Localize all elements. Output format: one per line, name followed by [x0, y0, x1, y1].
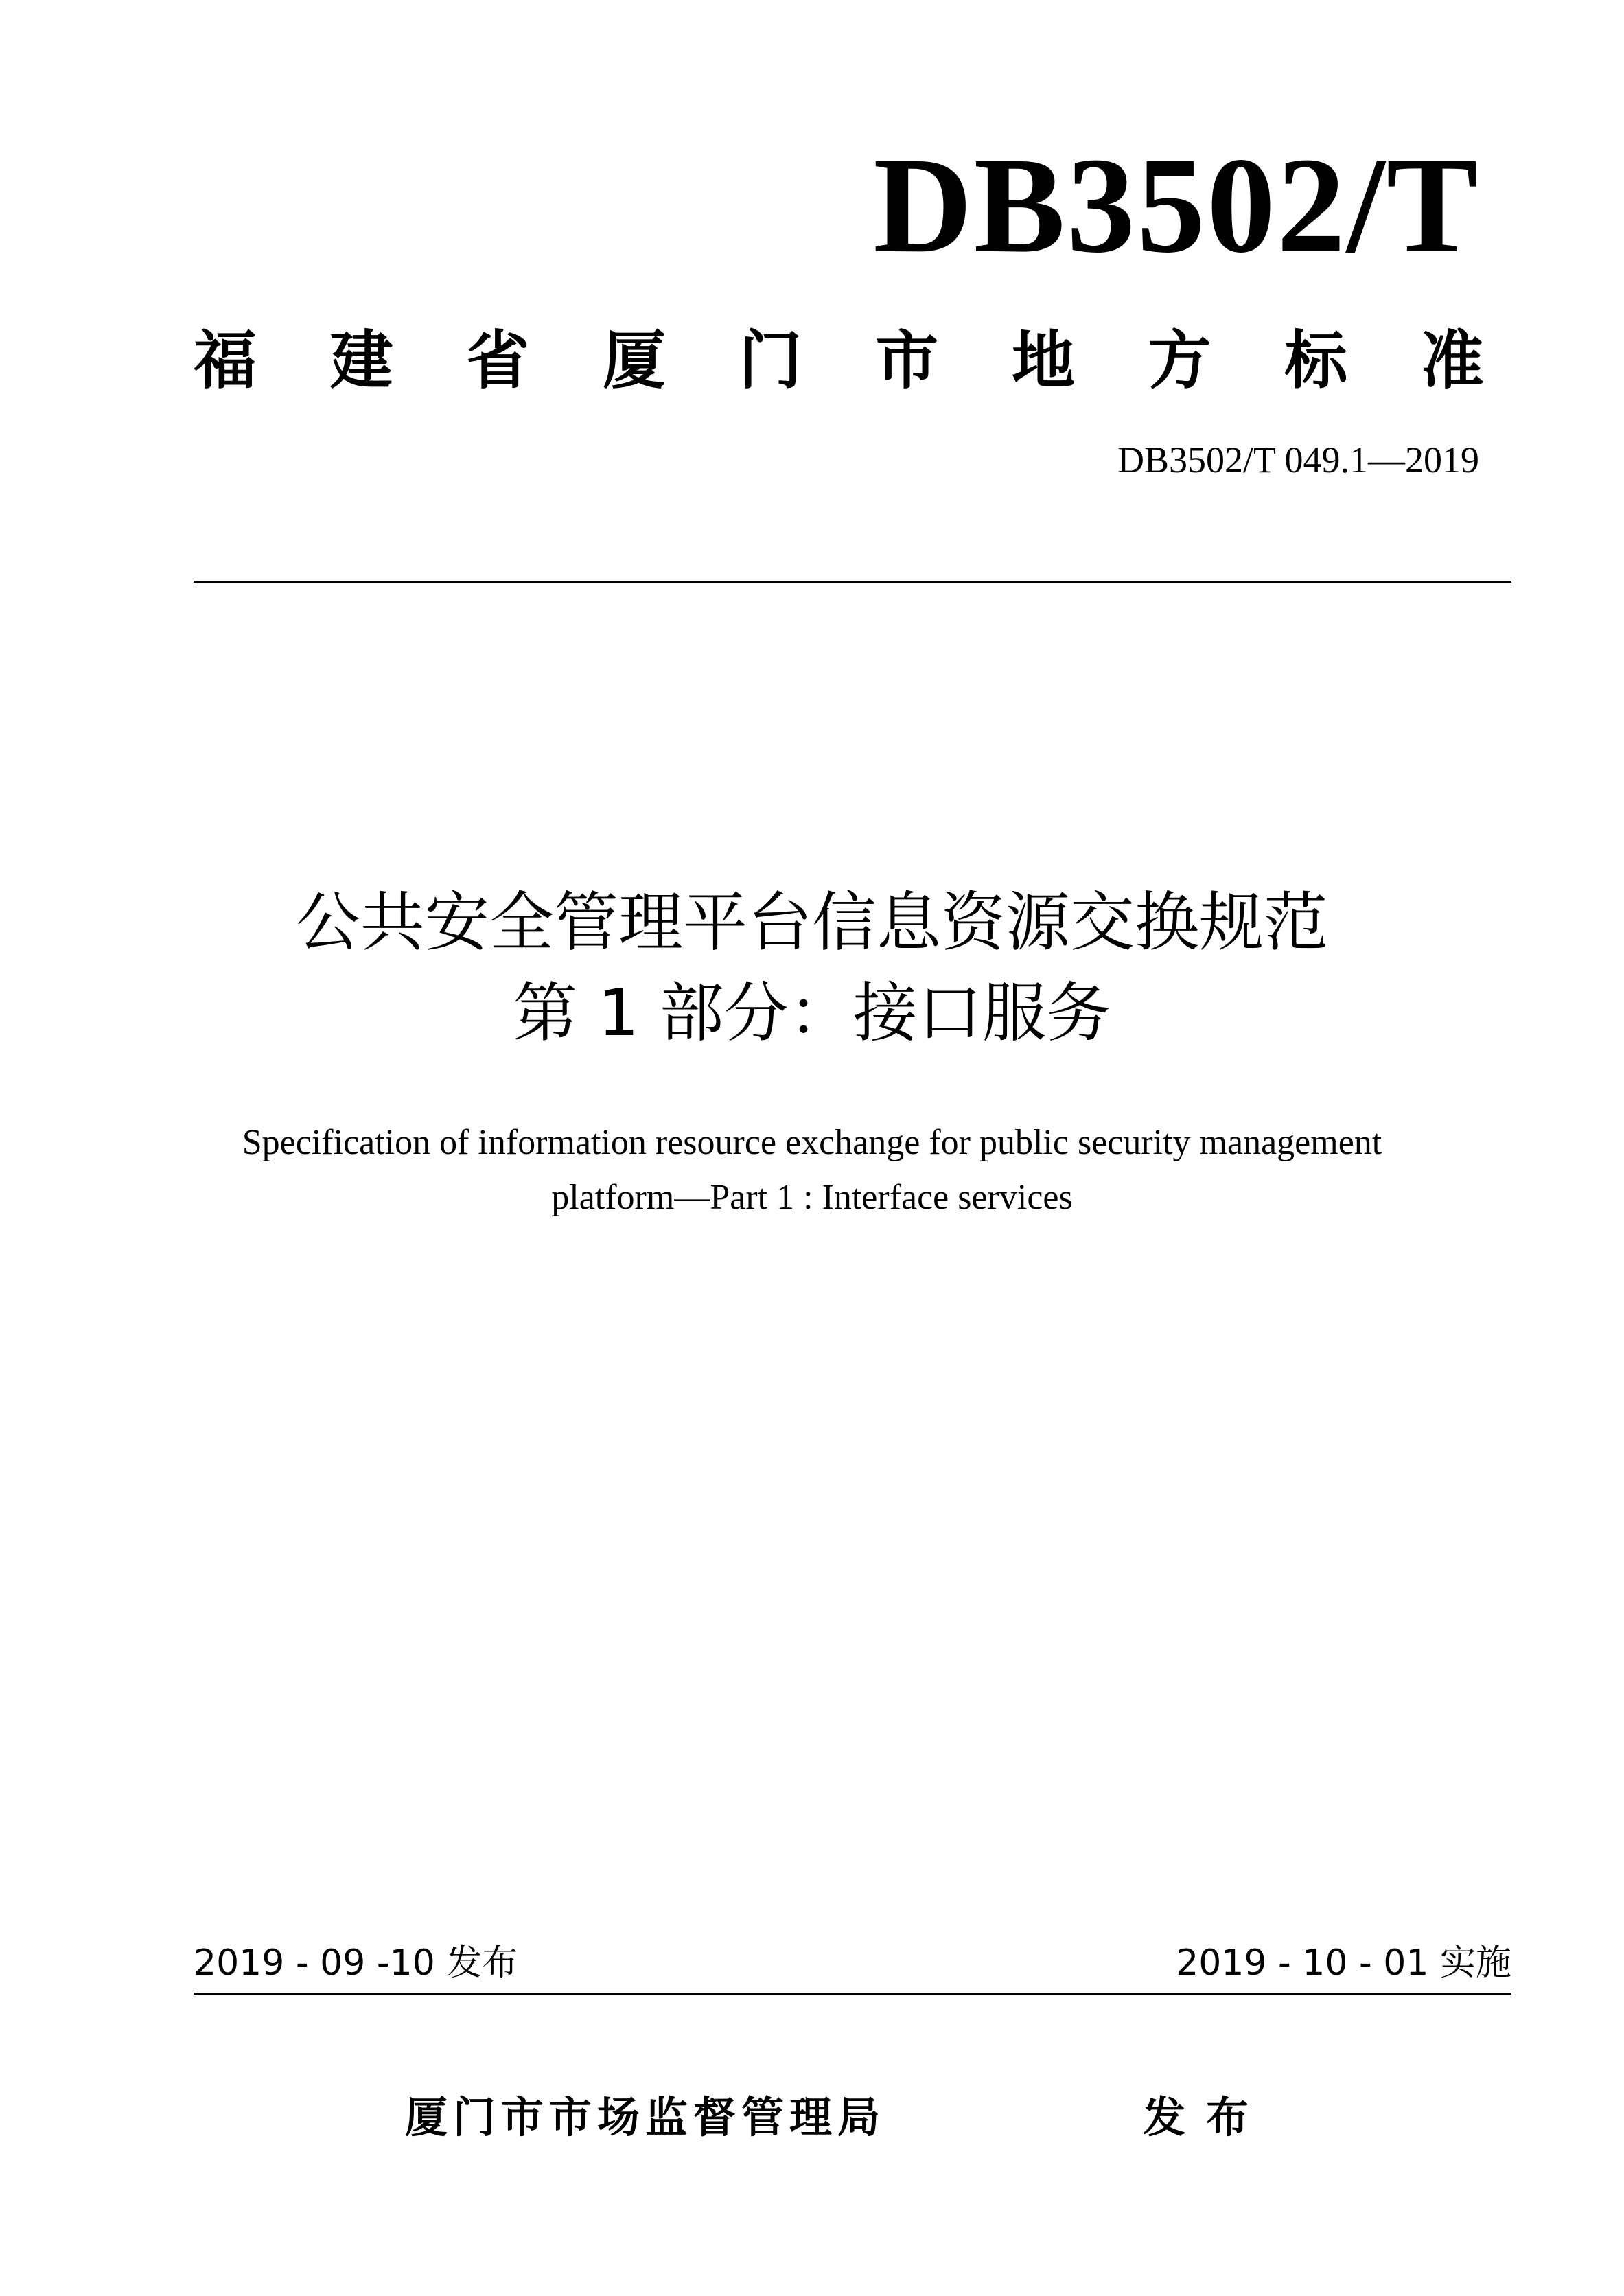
category-char: 福: [194, 324, 257, 397]
category-char: 建: [329, 324, 393, 397]
category-char: 标: [1284, 324, 1348, 397]
standard-code: DB3502/T: [873, 130, 1479, 281]
title-cn-line1: 公共安全管理平台信息资源交换规范: [295, 885, 1328, 960]
standard-number: DB3502/T 049.1—2019: [1117, 439, 1479, 480]
standard-category: [194, 318, 1484, 397]
title-en-line2: platform—Part 1 : Interface services: [551, 1178, 1073, 1217]
category-char: 门: [739, 324, 802, 397]
header-divider: [194, 581, 1511, 583]
issue-label: 发布: [1143, 2092, 1270, 2142]
effective-date: 2019 - 10 - 01 实施: [1176, 1943, 1511, 1984]
category-char: 地: [1011, 324, 1075, 397]
category-char: 市: [875, 324, 939, 397]
title-cn-line2: 第 1 部分：接口服务: [513, 976, 1111, 1051]
dates-divider: [194, 1993, 1511, 1995]
category-char: 方: [1148, 324, 1211, 397]
title-en-line1: Specification of information resource exchange for public security management: [242, 1123, 1382, 1162]
category-char: 厦: [602, 324, 666, 397]
issue-date: 2019 - 09 -10 发布: [194, 1943, 518, 1984]
issuing-authority: 厦门市市场监督管理局: [405, 2092, 886, 2142]
category-char: 省: [466, 324, 530, 397]
category-char: 准: [1420, 324, 1484, 397]
